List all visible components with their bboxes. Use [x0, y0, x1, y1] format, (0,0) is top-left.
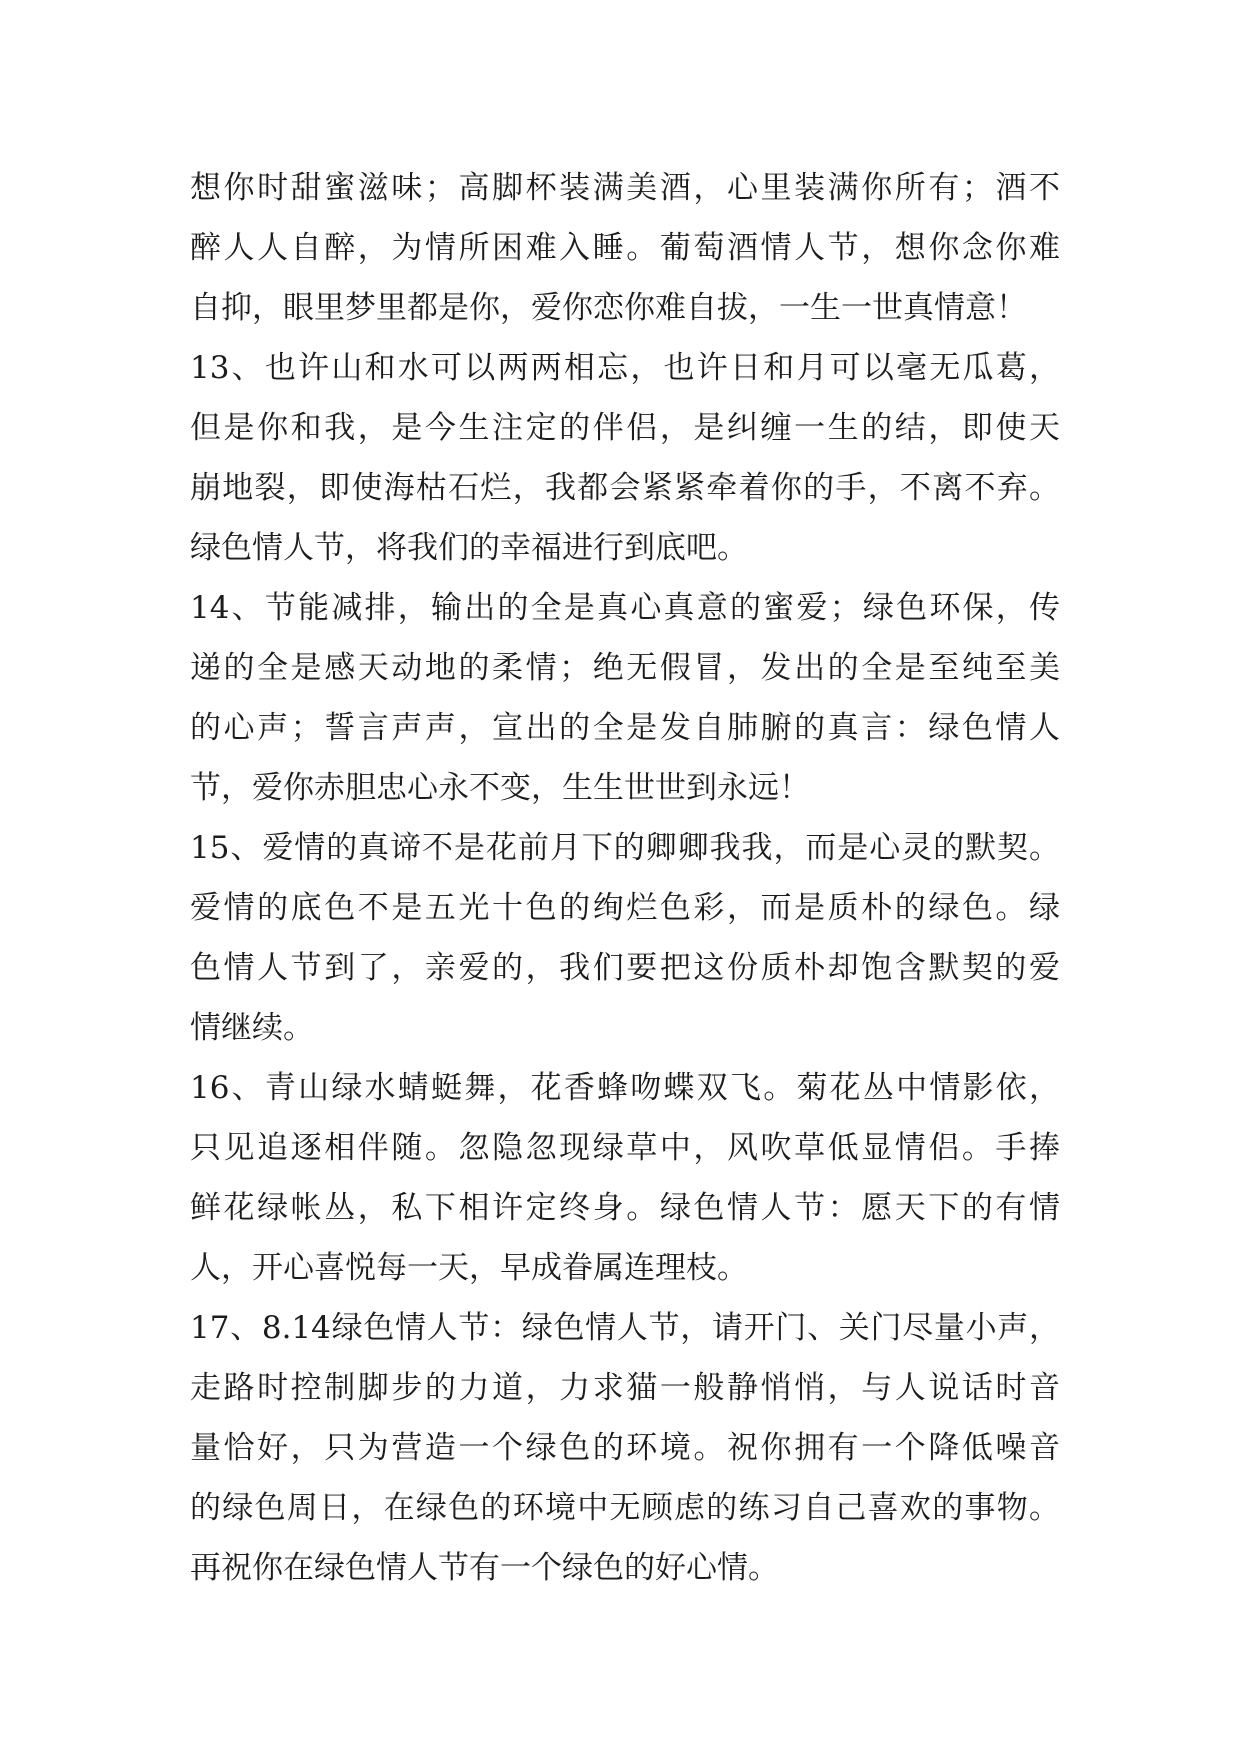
text-line: 再祝你在绿色情人节有一个绿色的好心情。 [190, 1550, 779, 1586]
text-line: 人，开心喜悦每一天，早成眷属连理枝。 [190, 1250, 748, 1286]
text-line: 情继续。 [190, 1010, 314, 1046]
text-line: 色情人节到了，亲爱的，我们要把这份质朴却饱含默契的爱 [190, 950, 1060, 986]
text-line: 想你时甜蜜滋味；高脚杯装满美酒，心里装满你所有；酒不 [190, 170, 1060, 206]
body-text [190, 158, 1060, 1598]
text-line: 自抑，眼里梦里都是你，爱你恋你难自拔，一生一世真情意！ [190, 290, 1027, 326]
text-line: 17、8.14绿色情人节：绿色情人节，请开门、关门尽量小声， [190, 1310, 1060, 1346]
text-line: 只见追逐相伴随。忽隐忽现绿草中，风吹草低显情侣。手捧 [190, 1130, 1060, 1166]
text-line: 的绿色周日，在绿色的环境中无顾虑的练习自己喜欢的事物。 [190, 1490, 1060, 1526]
text-line: 绿色情人节，将我们的幸福进行到底吧。 [190, 530, 748, 566]
text-line: 崩地裂，即使海枯石烂，我都会紧紧牵着你的手，不离不弃。 [190, 470, 1060, 506]
text-line: 16、青山绿水蜻蜓舞，花香蜂吻蝶双飞。菊花丛中情影依， [190, 1070, 1060, 1106]
text-line: 15、爱情的真谛不是花前月下的卿卿我我，而是心灵的默契。 [190, 830, 1060, 866]
text-line: 走路时控制脚步的力道，力求猫一般静悄悄，与人说话时音 [190, 1370, 1060, 1406]
text-line: 醉人人自醉，为情所困难入睡。葡萄酒情人节，想你念你难 [190, 230, 1060, 266]
text-line: 13、也许山和水可以两两相忘，也许日和月可以毫无瓜葛， [190, 350, 1060, 386]
text-line: 递的全是感天动地的柔情；绝无假冒，发出的全是至纯至美 [190, 650, 1060, 686]
text-line: 但是你和我，是今生注定的伴侣，是纠缠一生的结，即使天 [190, 410, 1060, 446]
text-line: 节，爱你赤胆忠心永不变，生生世世到永远！ [190, 770, 810, 806]
text-line: 量恰好，只为营造一个绿色的环境。祝你拥有一个降低噪音 [190, 1430, 1060, 1466]
text-line: 爱情的底色不是五光十色的绚烂色彩，而是质朴的绿色。绿 [190, 890, 1060, 926]
text-line: 鲜花绿帐丛，私下相许定终身。绿色情人节：愿天下的有情 [190, 1190, 1060, 1226]
text-line: 14、节能减排，输出的全是真心真意的蜜爱；绿色环保，传 [190, 590, 1060, 626]
text-line: 的心声；誓言声声，宣出的全是发自肺腑的真言：绿色情人 [190, 710, 1060, 746]
